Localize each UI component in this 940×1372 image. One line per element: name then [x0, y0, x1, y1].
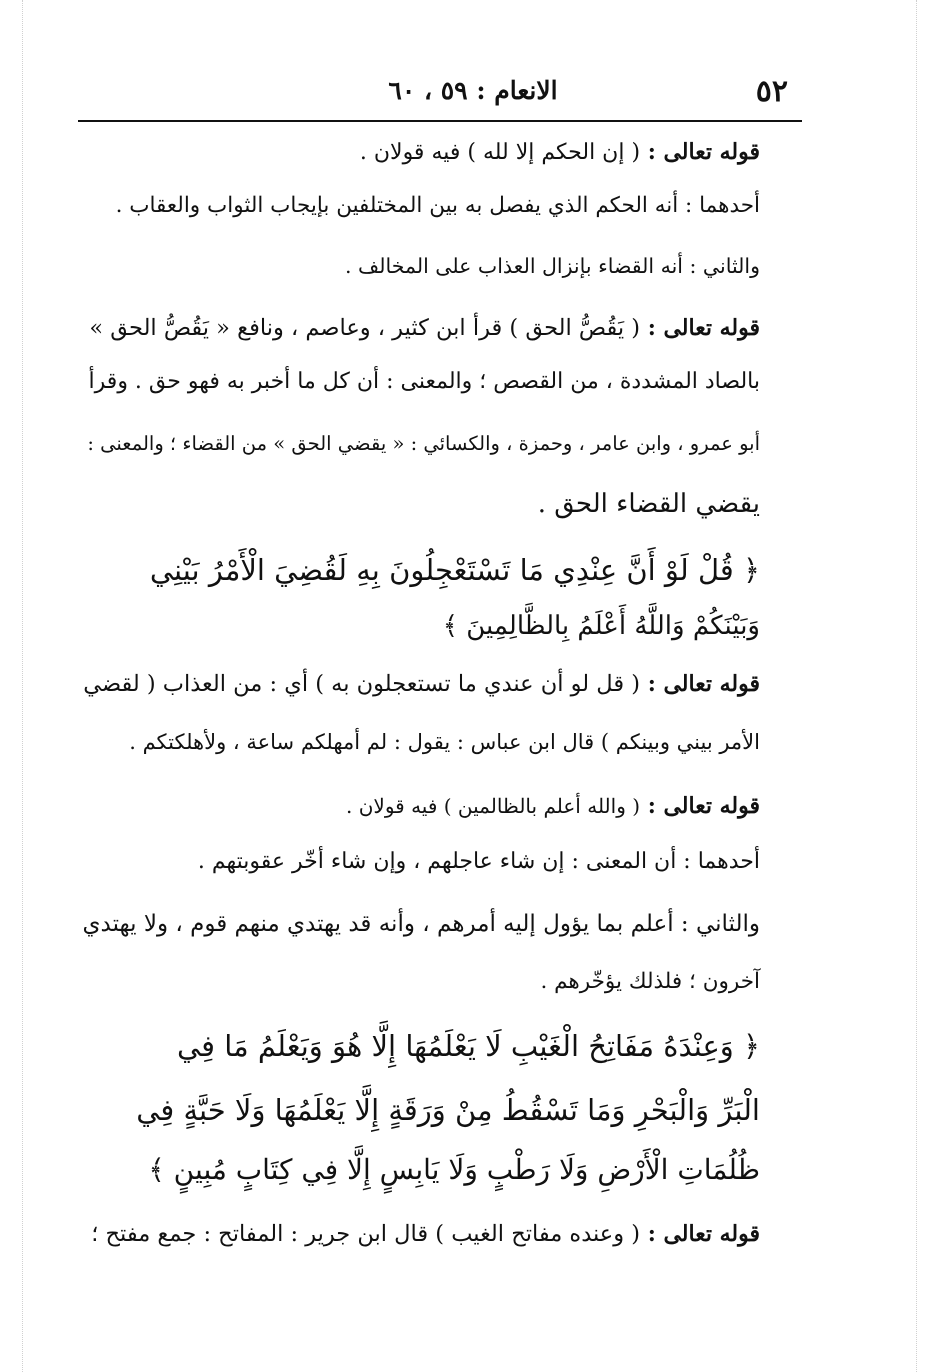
text-line: [540, 962, 760, 1002]
text-line: [340, 246, 760, 286]
line-text: وَبَيْنَكُمْ وَاللَّهُ أَعْلَمُ بِالظَّالِمِينَ ﴾: [442, 611, 760, 641]
line-text: ﴿ قُلْ لَوْ أَنَّ عِنْدِي مَا تَسْتَعْجِلُونَ بِهِ لَقُضِيَ الْأَمْرُ بَيْنِي: [149, 553, 760, 587]
line-text: ( يَقُصُّ الحق ) قرأ ابن كثير ، وعاصم ، ونافع « يَقُصُّ الحق »: [89, 315, 641, 341]
page-number: ٥٢: [755, 74, 788, 109]
line-text: والثاني : أنه القضاء بإنزال العذاب على المخالف .: [345, 254, 760, 278]
line-text: يقضي القضاء الحق .: [537, 489, 760, 519]
quran-verse-line: [140, 1148, 760, 1192]
running-head: الانعام : ٥٩ ، ٦٠: [388, 76, 558, 105]
line-lead-label: قوله تعالى :: [640, 139, 760, 165]
line-text: ( قل لو أن عندي ما تستعجلون به ) أي : من العذاب ( لقضي: [83, 671, 641, 697]
quran-verse-line: [80, 548, 760, 592]
text-line: [120, 722, 760, 762]
line-text: ﴿ وَعِنْدَهُ مَفَاتِحُ الْغَيْبِ لَا يَعْلَمُهَا إِلَّا هُوَ وَيَعْلَمُ مَا فِي: [176, 1029, 760, 1063]
scan-margin-dots: [916, 0, 917, 1372]
scan-margin-dots: [22, 0, 23, 1372]
line-text: أبو عمرو ، وابن عامر ، وحمزة ، والكسائي : « يقضي الحق » من القضاء ؛ والمعنى :: [87, 432, 760, 455]
header-rule: [78, 120, 802, 122]
line-text: ظُلُمَاتِ الْأَرْضِ وَلَا رَطْبٍ وَلَا يَابِسٍ إِلَّا فِي كِتَابٍ مُبِينٍ ﴾: [148, 1153, 760, 1186]
text-line: [110, 186, 760, 226]
line-text: أحدهما : أن المعنى : إن شاء عاجلهم ، وإن شاء أخّر عقوبتهم .: [197, 849, 760, 874]
line-text: آخرون ؛ فلذلك يؤخّرهم .: [540, 969, 760, 994]
text-line: [80, 308, 760, 348]
quran-verse-line: [80, 1024, 760, 1068]
line-text: والثاني : أعلم بما يؤول إليه أمرهم ، وأنه قد يهتدي منهم قوم ، ولا يهتدي: [82, 911, 760, 937]
text-line: [80, 664, 760, 704]
line-text: أحدهما : أنه الحكم الذي يفصل به بين المختلفين بإيجاب الثواب والعقاب .: [115, 193, 760, 218]
text-line: [80, 904, 760, 944]
text-line: [340, 786, 760, 826]
text-line: [360, 132, 760, 172]
line-lead-label: قوله تعالى :: [640, 1221, 760, 1247]
line-text: ( وعنده مفاتح الغيب ) قال ابن جرير : المفاتح : جمع مفتح ؛: [91, 1221, 641, 1247]
line-lead-label: قوله تعالى :: [640, 793, 760, 819]
line-lead-label: قوله تعالى :: [640, 315, 760, 341]
line-text: بالصاد المشددة ، من القصص ؛ والمعنى : أن كل ما أخبر به فهو حق . وقرأ: [88, 369, 760, 394]
line-lead-label: قوله تعالى :: [640, 671, 760, 697]
text-line: [80, 424, 760, 464]
text-line: [500, 484, 760, 524]
quran-verse-line: [440, 604, 760, 648]
quran-verse-line: [80, 1088, 760, 1132]
text-line: [190, 842, 760, 882]
line-text: ( والله أعلم بالظالمين ) فيه قولان .: [346, 794, 641, 818]
text-line: [80, 362, 760, 402]
line-text: الْبَرِّ وَالْبَحْرِ وَمَا تَسْقُطُ مِنْ وَرَقَةٍ إِلَّا يَعْلَمُهَا وَلَا حَبَّةٍ فِي: [136, 1093, 760, 1127]
text-line: [80, 1214, 760, 1254]
line-text: الأمر بيني وبينكم ) قال ابن عباس : يقول : لم أمهلكم ساعة ، ولأهلكتكم .: [129, 730, 760, 754]
page-header: [78, 72, 800, 112]
line-text: ( إن الحكم إلا لله ) فيه قولان .: [359, 140, 641, 165]
